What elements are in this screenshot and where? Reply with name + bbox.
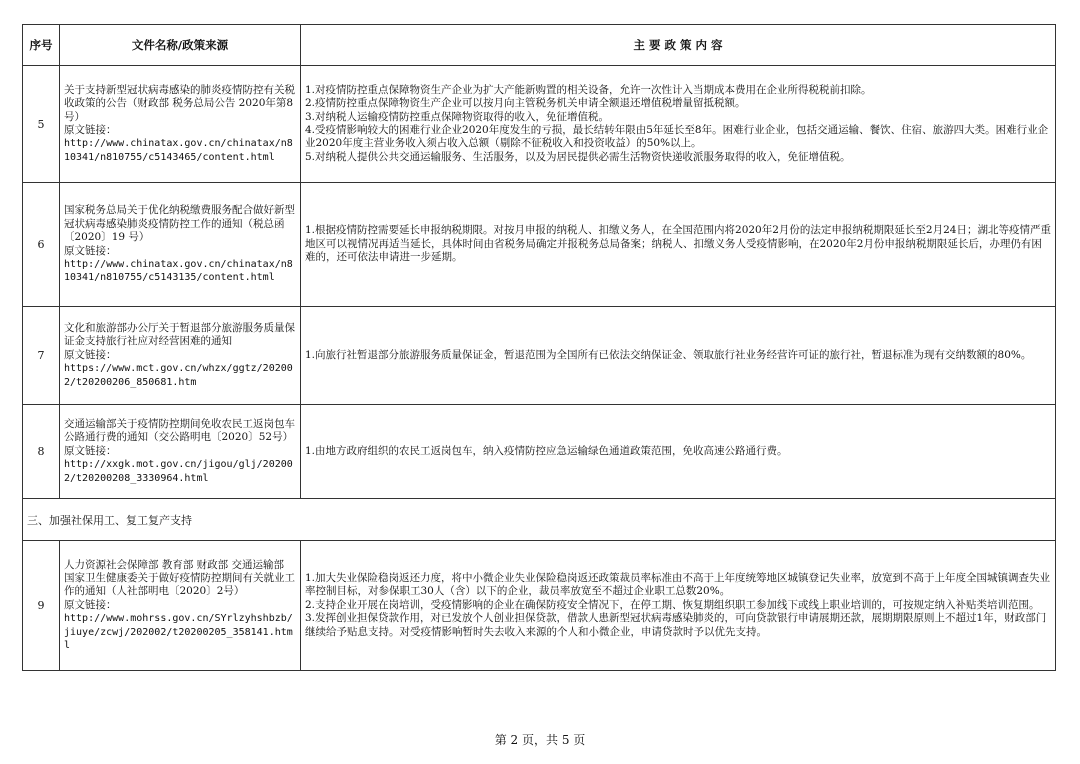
policy-item: 3.发挥创业担保贷款作用，对已发放个人创业担保贷款，借款人患新型冠状病毒感染肺炎的，可向贷款银行申请展期还款，展期期限原则上不超过1年，财政部门继续给予贴息支持。对受疫情影响暂时失去收入来源的个人和小微企业，申请贷款时予以优先支持。: [305, 612, 1047, 638]
policy-title: 国家税务总局关于优化纳税缴费服务配合做好新型冠状病毒感染肺炎疫情防控工作的通知（税总函〔2020〕19 号）: [64, 204, 295, 244]
link-label: 原文链接：: [64, 124, 117, 136]
policy-source-cell: [60, 183, 301, 307]
header-title: 文件名称/政策来源: [60, 25, 301, 66]
header-content: 主 要 政 策 内 容: [301, 25, 1056, 66]
table-row: [23, 541, 1056, 671]
policy-source-cell: [60, 405, 301, 499]
policy-item: 2.支持企业开展在岗培训，受疫情影响的企业在确保防疫安全情况下，在停工期、恢复期组织职工参加线下或线上职业培训的，可按规定纳入补贴类培训范围。: [305, 598, 1040, 611]
policy-content-cell: [301, 541, 1056, 671]
link-label: 原文链接：: [64, 444, 117, 457]
table-row: [23, 405, 1056, 499]
section-title: 三、加强社保用工、复工复产支持: [23, 499, 1056, 541]
policy-source-cell: [60, 541, 301, 671]
policy-content-cell: [301, 183, 1056, 307]
policy-item: 4.受疫情影响较大的困难行业企业2020年度发生的亏损，最长结转年限由5年延长至8年。困难行业企业，包括交通运输、餐饮、住宿、旅游四大类。困难行业企业2020年度主营业务收入须占收入总额（剔除不征税收入和投资收益）的50%以上。: [305, 124, 1049, 150]
policy-item: 1.向旅行社暂退部分旅游服务质量保证金，暂退范围为全国所有已依法交纳保证金、领取旅行社业务经营许可证的旅行社，暂退标准为现有交纳数额的80%。: [305, 348, 1032, 361]
row-number: 5: [23, 66, 60, 183]
policy-title: 文化和旅游部办公厅关于暂退部分旅游服务质量保证金支持旅行社应对经营困难的通知: [64, 321, 295, 348]
policy-item: 2.疫情防控重点保障物资生产企业可以按月向主管税务机关申请全额退还增值税增量留抵税额。: [305, 97, 746, 110]
page-number: 第 2 页，共 5 页: [494, 733, 586, 747]
section-row: [23, 499, 1056, 541]
policy-title: 人力资源社会保障部 教育部 财政部 交通运输部 国家卫生健康委关于做好疫情防控期间有关就业工作的通知（人社部明电〔2020〕2号）: [64, 558, 295, 598]
row-number: 7: [23, 307, 60, 405]
source-link[interactable]: http://www.chinatax.gov.cn/chinatax/n810341/n810755/c5143135/content.html: [64, 258, 293, 284]
link-label: 原文链接：: [64, 348, 117, 361]
policy-item: 1.对疫情防控重点保障物资生产企业为扩大产能新购置的相关设备，允许一次性计入当期成本费用在企业所得税税前扣除。: [305, 83, 872, 96]
policy-source-cell: [60, 307, 301, 405]
source-link[interactable]: https://www.mct.gov.cn/whzx/ggtz/202002/t20200206_850681.htm: [64, 363, 293, 388]
row-number: 8: [23, 405, 60, 499]
source-link[interactable]: http://www.mohrss.gov.cn/SYrlzyhshbzb/jiuye/zcwj/202002/t20200205_358141.html: [64, 613, 293, 652]
link-label: 原文链接：: [64, 244, 117, 257]
header-no: 序号: [23, 25, 60, 66]
table-row: [23, 183, 1056, 307]
link-label: 原文链接：: [64, 598, 117, 611]
policy-title: 交通运输部关于疫情防控期间免收农民工返岗包车公路通行费的通知（交公路明电〔2020〕52号）: [64, 417, 295, 444]
row-number: 6: [23, 183, 60, 307]
source-link[interactable]: http://xxgk.mot.gov.cn/jigou/glj/202002/t20200208_3330964.html: [64, 459, 293, 484]
source-link[interactable]: http://www.chinatax.gov.cn/chinatax/n810341/n810755/c5143465/content.html: [64, 138, 293, 163]
table-row: [23, 307, 1056, 405]
policy-item: 1.由地方政府组织的农民工返岗包车，纳入疫情防控应急运输绿色通道政策范围，免收高速公路通行费。: [305, 444, 788, 457]
row-number: 9: [23, 541, 60, 671]
policy-item: 1.加大失业保险稳岗返还力度，将中小微企业失业保险稳岗返还政策裁员率标准由不高于上年度统筹地区城镇登记失业率，放宽到不高于上年度全国城镇调查失业率控制目标，对参保职工30人（含）以下的企业，裁员率放宽至不超过企业职工总数20%。: [305, 571, 1051, 598]
policy-table: [22, 24, 1056, 671]
policy-item: 5.对纳税人提供公共交通运输服务、生活服务，以及为居民提供必需生活物资快递收派服务取得的收入，免征增值税。: [305, 150, 851, 163]
policy-content-cell: [301, 405, 1056, 499]
policy-content-cell: [301, 307, 1056, 405]
policy-item: 3.对纳税人运输疫情防控重点保障物资取得的收入，免征增值税。: [305, 110, 610, 123]
policy-source-cell: [60, 66, 301, 183]
policy-item: 1.根据疫情防控需要延长申报纳税期限。对按月申报的纳税人、扣缴义务人，在全国范围内将2020年2月份的法定申报纳税期限延长至2月24日；湖北等疫情严重地区可以视情况再适当延长，具体时间由省税务局确定并报税务总局备案；纳税人、扣缴义务人受疫情影响，在2020年2月份申报纳税期限延长后，办理仍有困难的，还可依法申请进一步延期。: [305, 224, 1051, 264]
policy-title: 关于支持新型冠状病毒感染的肺炎疫情防控有关税收政策的公告（财政部 税务总局公告 2020年第8号）: [64, 83, 295, 123]
table-row: [23, 66, 1056, 183]
table-header-row: [23, 25, 1056, 66]
policy-content-cell: [301, 66, 1056, 183]
